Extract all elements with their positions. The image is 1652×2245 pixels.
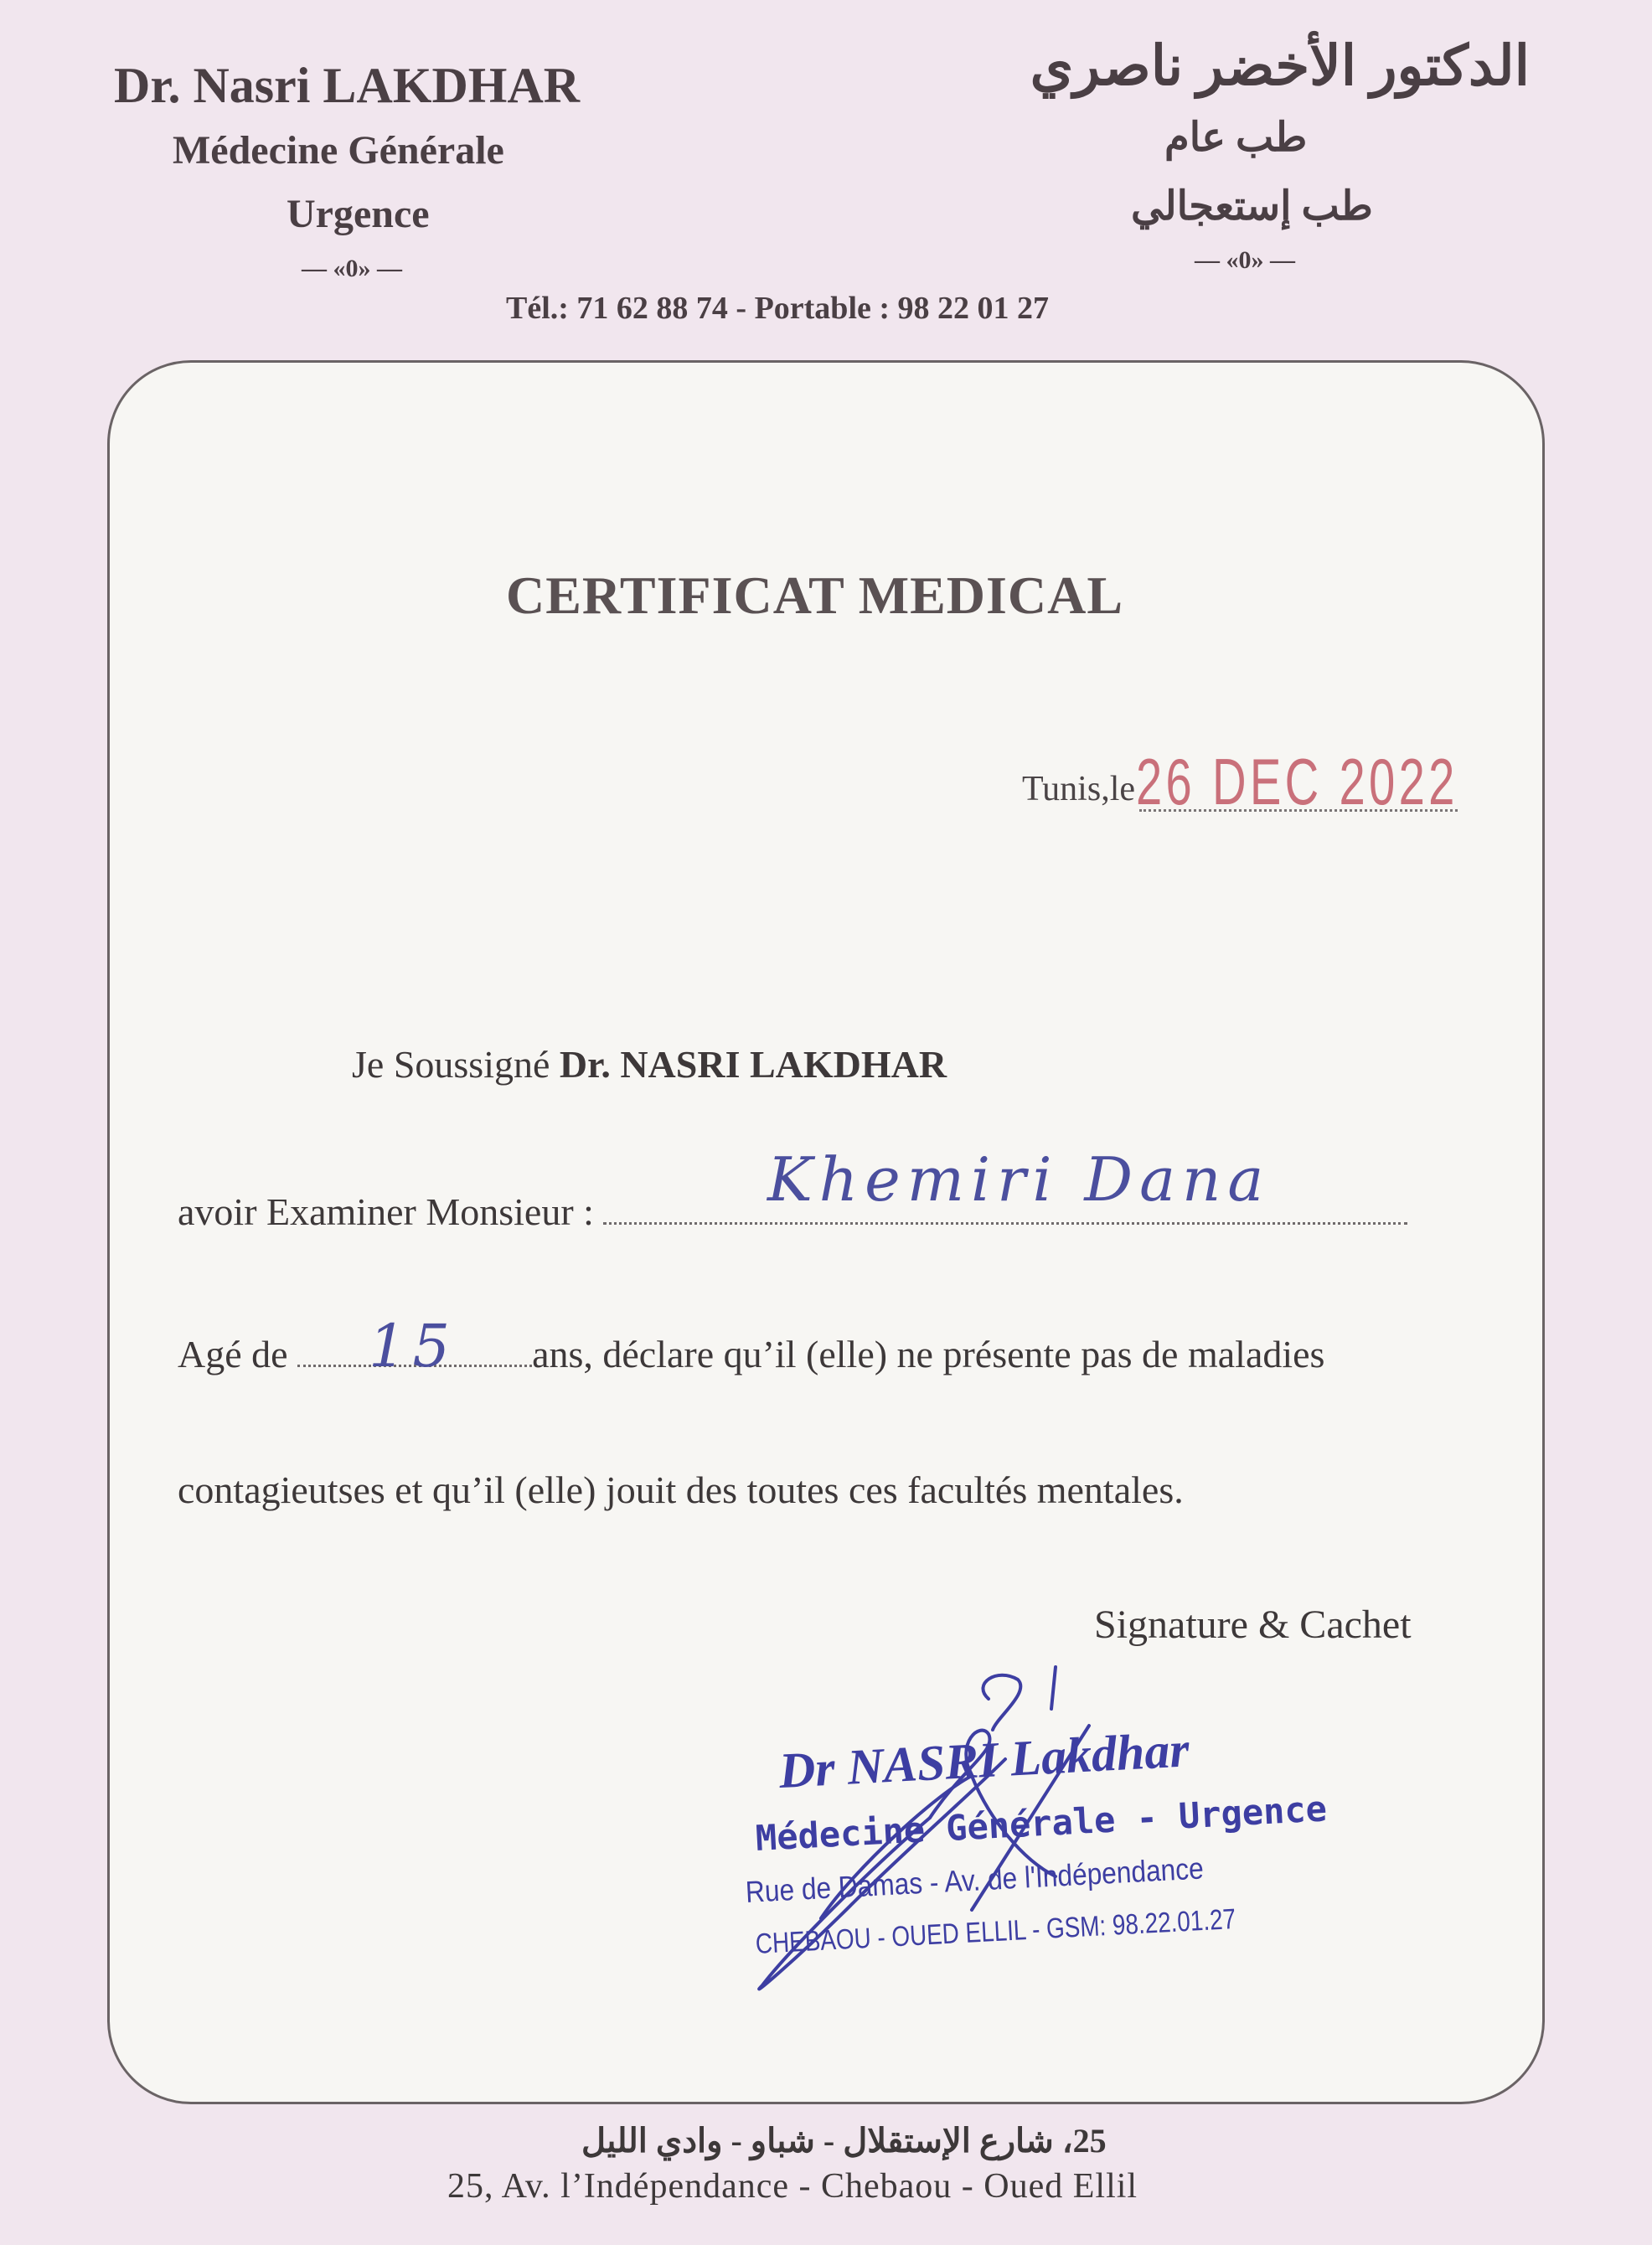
doctor-name: Dr. Nasri LAKDHAR xyxy=(114,58,581,113)
ornament-left: — «0» — xyxy=(302,255,402,282)
patient-dotted-line xyxy=(603,1214,1407,1225)
stamp-line-2: Médecine Générale - Urgence xyxy=(754,1788,1329,1859)
telephone-line: Tél.: 71 62 88 74 - Portable : 98 22 01 27 xyxy=(506,291,1050,326)
declaration-line-3 xyxy=(178,1332,1324,1376)
examined-label: avoir Examiner Monsieur : xyxy=(178,1190,594,1233)
declaring-doctor-name: Dr. NASRI LAKDHAR xyxy=(559,1043,947,1086)
certificate-title: CERTIFICAT MEDICAL xyxy=(506,565,1124,625)
arabic-specialty: طب عام xyxy=(1164,116,1308,160)
footer-address: 25, Av. l’Indépendance - Chebaou - Oued Ellil xyxy=(447,2167,1138,2206)
ornament-right: — «0» — xyxy=(1195,246,1295,274)
declaration-prefix: Je Soussigné xyxy=(352,1043,560,1086)
age-handwritten: 15 xyxy=(369,1312,457,1381)
age-label: Agé de xyxy=(178,1333,288,1375)
handwritten-signature xyxy=(720,1650,1190,2019)
signature-label: Signature & Cachet xyxy=(1094,1602,1412,1647)
arabic-urgence: طب إستعجالي xyxy=(1131,184,1373,229)
declaration-line-3-text: ans, déclare qu’il (elle) ne présente pas de maladies xyxy=(532,1333,1325,1375)
patient-name-handwritten: Khemiri Dana xyxy=(767,1144,1271,1215)
date-stamp: 26 DEC 2022 xyxy=(1136,745,1458,818)
arabic-doctor-name: الدكتور الأخضر ناصري xyxy=(1030,36,1530,97)
footer-arabic-address: 25، شارع الإستقلال - شباو - وادي الليل xyxy=(581,2122,1107,2160)
specialty: Médecine Générale xyxy=(173,128,504,173)
declaration-line-1 xyxy=(352,1042,947,1086)
stamp-line-1: Dr NASRI Lakdhar xyxy=(777,1721,1191,1799)
stamp-line-4: CHEBAOU - OUED ELLIL - GSM: 98.22.01.27 xyxy=(754,1902,1237,1960)
stamp-line-3: Rue de Damas - Av. de l'Indépendance xyxy=(744,1850,1205,1909)
declaration-line-4: contagieutses et qu’il (elle) jouit des toutes ces facultés mentales. xyxy=(178,1468,1184,1511)
urgence-label: Urgence xyxy=(287,192,430,236)
date-label: Tunis,le xyxy=(1022,770,1136,808)
